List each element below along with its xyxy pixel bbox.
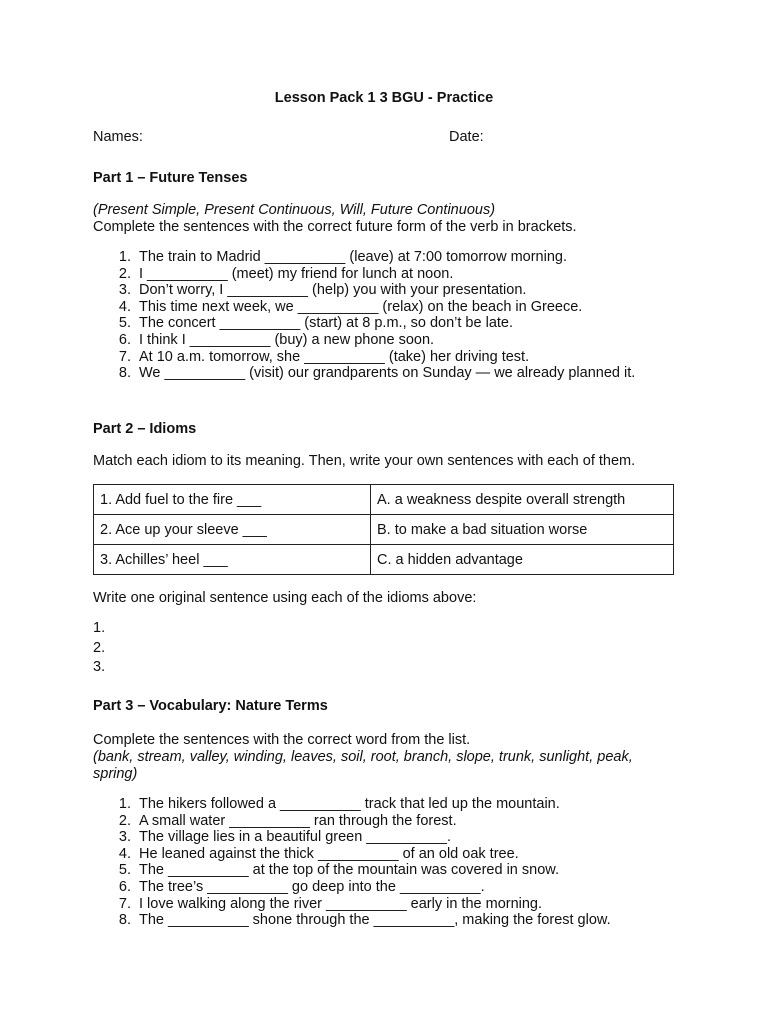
word-list-line-1: (bank, stream, valley, winding, leaves, soil, root, branch, slope, trunk, sunlight, peak, xyxy=(93,749,633,765)
names-label: Names: xyxy=(93,129,143,145)
item-text: I __________ (meet) my friend for lunch at noon. xyxy=(139,265,454,282)
idiom-matching-table xyxy=(93,484,674,575)
item-text: The tree’s __________ go deep into the __________. xyxy=(139,878,485,895)
item-number: 2. xyxy=(118,812,131,829)
item-text: The __________ at the top of the mountain was covered in snow. xyxy=(139,862,559,879)
word-list-line-2: spring) xyxy=(93,766,138,782)
part1-instruction: Complete the sentences with the correct future form of the verb in brackets. xyxy=(93,219,577,235)
part1-subtitle: (Present Simple, Present Continuous, Will, Future Continuous) xyxy=(93,202,496,218)
sentence-number: 3. xyxy=(93,659,106,675)
item-number: 7. xyxy=(118,895,131,912)
item-text: The village lies in a beautiful green __________. xyxy=(139,829,451,846)
meaning-cell: B. to make a bad situation worse xyxy=(371,515,674,545)
sentence-number: 1. xyxy=(93,620,106,636)
item-text: This time next week, we __________ (relax) on the beach in Greece. xyxy=(139,298,583,315)
item-text: A small water __________ ran through the forest. xyxy=(139,812,457,829)
item-number: 6. xyxy=(118,878,131,895)
page-title: Lesson Pack 1 3 BGU - Practice xyxy=(274,90,494,106)
item-number: 3. xyxy=(118,282,131,299)
item-text: At 10 a.m. tomorrow, she __________ (take) her driving test. xyxy=(139,348,530,365)
item-text: The hikers followed a __________ track that led up the mountain. xyxy=(139,796,560,812)
item-number: 2. xyxy=(118,265,131,282)
item-number: 5. xyxy=(118,862,131,879)
item-text: We __________ (visit) our grandparents on Sunday — we already planned it. xyxy=(139,365,636,382)
item-number: 8. xyxy=(118,365,131,382)
item-text: I love walking along the river __________ early in the morning. xyxy=(139,895,543,912)
part2-heading: Part 2 – Idioms xyxy=(93,421,197,437)
item-number: 3. xyxy=(118,829,131,846)
item-number: 7. xyxy=(118,348,131,365)
item-number: 6. xyxy=(118,331,131,348)
sentence-number: 2. xyxy=(93,639,106,656)
table-row xyxy=(94,485,674,515)
item-number: 4. xyxy=(118,845,131,862)
idiom-cell: 2. Ace up your sleeve ___ xyxy=(94,515,371,545)
part2-write-instruction: Write one original sentence using each of the idioms above: xyxy=(93,590,477,606)
item-text: The train to Madrid __________ (leave) at 7:00 tomorrow morning. xyxy=(139,249,567,265)
part3-heading: Part 3 – Vocabulary: Nature Terms xyxy=(93,698,328,714)
idiom-cell: 3. Achilles’ heel ___ xyxy=(94,545,371,575)
meaning-cell: A. a weakness despite overall strength xyxy=(371,485,674,515)
part2-instruction: Match each idiom to its meaning. Then, write your own sentences with each of them. xyxy=(93,453,636,469)
item-text: He leaned against the thick __________ of an old oak tree. xyxy=(139,845,519,862)
item-number: 5. xyxy=(118,315,131,332)
item-text: I think I __________ (buy) a new phone soon. xyxy=(139,331,435,348)
sentence-number-list xyxy=(93,619,105,678)
table-row xyxy=(94,515,674,545)
item-number: 1. xyxy=(118,796,131,812)
item-number: 4. xyxy=(118,298,131,315)
item-text: The __________ shone through the __________, making the forest glow. xyxy=(139,912,611,929)
table-row xyxy=(94,545,674,575)
meaning-cell: C. a hidden advantage xyxy=(371,545,674,575)
item-text: The concert __________ (start) at 8 p.m., so don’t be late. xyxy=(139,315,513,332)
part3-instruction: Complete the sentences with the correct word from the list. xyxy=(93,732,471,748)
part1-heading: Part 1 – Future Tenses xyxy=(93,170,248,186)
item-number: 8. xyxy=(118,912,131,929)
item-number: 1. xyxy=(118,249,131,265)
item-text: Don’t worry, I __________ (help) you with your presentation. xyxy=(139,282,527,299)
date-label: Date: xyxy=(449,129,484,145)
idiom-cell: 1. Add fuel to the fire ___ xyxy=(94,485,371,515)
